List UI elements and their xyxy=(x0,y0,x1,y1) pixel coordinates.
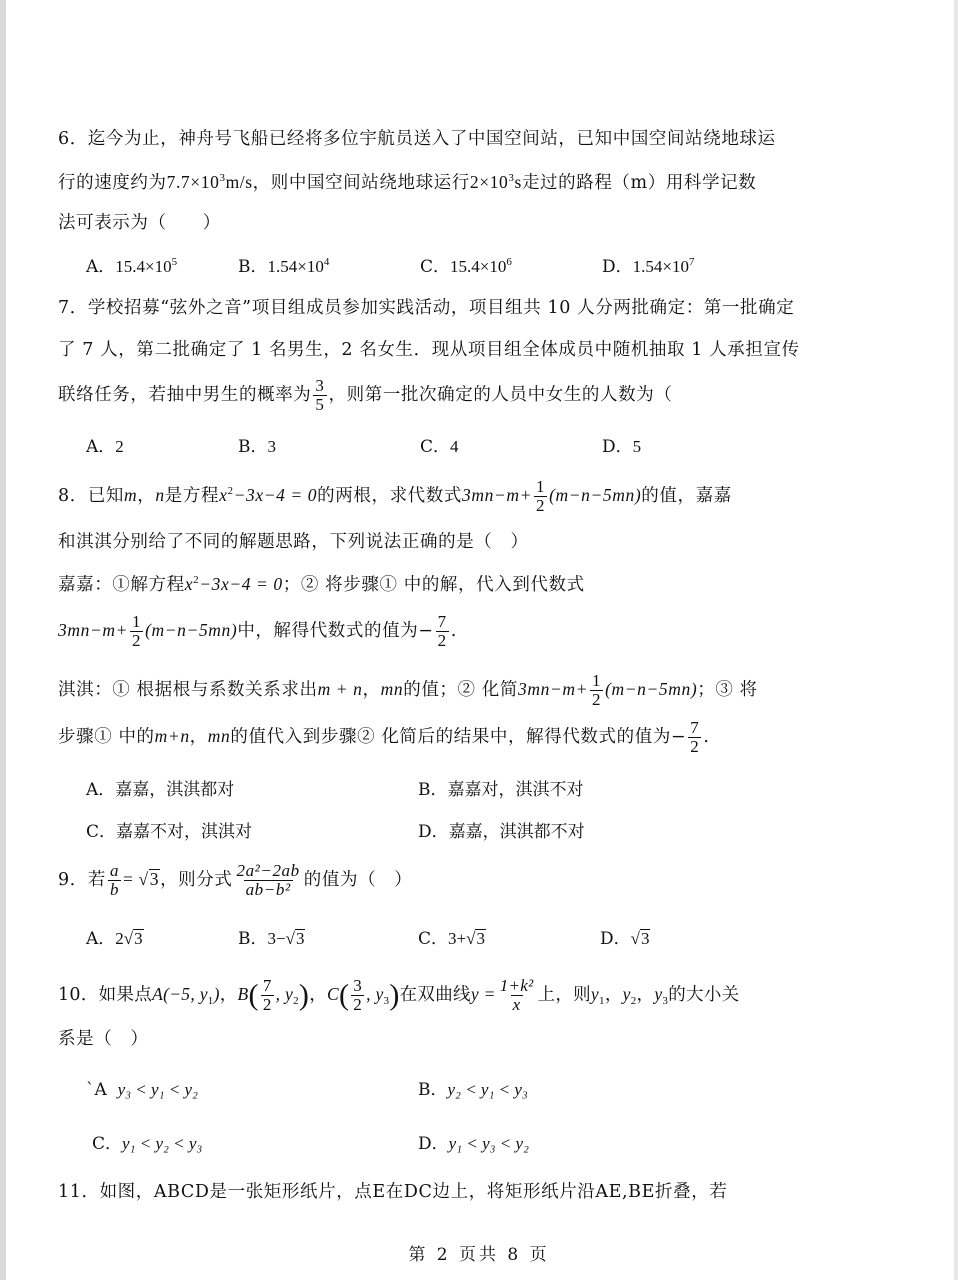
q8-option-c[interactable]: C．嘉嘉不对，淇淇对 xyxy=(86,822,253,842)
q6-line-1: 6．迄今为止，神舟号飞船已经将多位宇航员送入了中国空间站，已知中国空间站绕地球运 xyxy=(58,129,776,149)
scan-edge-left xyxy=(0,0,6,1280)
scan-edge-right xyxy=(954,0,958,1280)
q8-option-d[interactable]: D．嘉嘉，淇淇都不对 xyxy=(418,822,585,842)
q7-option-b[interactable]: B．3 xyxy=(238,437,276,457)
q8-qiqi-half: $\frac{1}{2}$ xyxy=(591,671,602,709)
q11-line-1: 11．如图，ABCD是一张矩形纸片，点E在DC边上，将矩形纸片沿AE,BE折叠，若 xyxy=(58,1182,728,1202)
q8-jiajia-half: $\frac{1}{2}$ xyxy=(132,612,142,650)
q7-option-a[interactable]: A．2 xyxy=(86,437,124,457)
q10-c-x-fraction: $\frac{3}{2}$ xyxy=(353,976,363,1014)
q8-jiajia-line-2: 3mn−m+ $\frac{1}{2}$ (m−n−5mn)中，解得代数式的值为− $\frac{7}{2}$ . xyxy=(58,612,457,650)
q9-option-b[interactable]: B．3−√3 xyxy=(238,929,305,949)
q8-line-1: 8．已知m，n是方程$x^2-3x-4 = 0$的两根，求代数式3mn−m+ $\frac{1}{2}$ (m−n−5mn)的值，嘉嘉 xyxy=(58,477,732,515)
q7-line-3: 联络任务，若抽中男生的概率为 $\frac{3}{5}$ ，则第一批次确定的人员中女生的人数为（ xyxy=(58,376,673,414)
q10-option-c[interactable]: C．y₁ < y₂ < y₃ xyxy=(92,1134,203,1154)
q7-option-c[interactable]: C．4 xyxy=(420,437,459,457)
q10-option-b[interactable]: B．y₂ < y₁ < y₃ xyxy=(418,1080,528,1100)
q8-line-2: 和淇淇分别给了不同的解题思路，下列说法正确的是（ ） xyxy=(58,532,529,552)
q9-a-over-b: $\frac{a}{b}$ xyxy=(109,861,120,899)
q9-expression-fraction: $\frac{\text{2a²−2ab}}{\text{ab−b²}}$ xyxy=(236,861,300,899)
q7-line-1: 7．学校招募“弦外之音”项目组成员参加实践活动，项目组共 10 人分两批确定：第一批确定 xyxy=(58,298,795,318)
q6-option-c[interactable]: C．$15.4\times 10^6$ xyxy=(420,256,512,277)
q10-b-x-fraction: $\frac{7}{2}$ xyxy=(262,976,272,1014)
q8-jiajia-value-fraction: $\frac{7}{2}$ xyxy=(437,612,447,650)
q6-line-3: 法可表示为（ ） xyxy=(58,213,221,233)
q6-line-2: 行的速度约为$7.7\times 10^3m/s$，则中国空间站绕地球运行$2\times 10^3s$走过的路程（m）用科学记数 xyxy=(58,172,757,193)
q7-option-d[interactable]: D．5 xyxy=(602,437,642,457)
q9-option-a[interactable]: A．2√3 xyxy=(86,929,143,949)
q6-option-a[interactable]: A．$15.4\times 10^5$ xyxy=(86,256,178,277)
q10-line-1: 10．如果点A(−5, $y_1$)，B( $\frac{7}{2}$ , $y_2$)，C( $\frac{3}{2}$ , $y_3$)在双曲线y = $\frac{\text{1+k²}}{x}$ 上，则$y_1$，$y_2$，$y_3$的大小关 xyxy=(58,976,740,1014)
page-footer: 第 2 页共 8 页 xyxy=(408,1245,550,1265)
q8-option-a[interactable]: A．嘉嘉，淇淇都对 xyxy=(86,780,235,800)
q10-curve-fraction: $\frac{\text{1+k²}}{x}$ xyxy=(499,976,534,1014)
q8-jiajia-line-1: 嘉嘉：①解方程$x^2-3x-4 = 0$；② 将步骤① 中的解，代入到代数式 xyxy=(58,574,585,595)
q6-option-d[interactable]: D．$1.54\times 10^7$ xyxy=(602,256,695,277)
q6-option-b[interactable]: B．$1.54\times 10^4$ xyxy=(238,256,330,277)
q8-half-fraction: $\frac{1}{2}$ xyxy=(535,477,546,515)
q10-option-d[interactable]: D．y₁ < y₃ < y₂ xyxy=(418,1134,529,1154)
q9-option-c[interactable]: C．3+√3 xyxy=(418,929,485,949)
q7-probability-fraction: $\frac{3}{5}$ xyxy=(315,376,325,414)
q10-line-2: 系是（ ） xyxy=(58,1029,149,1049)
q10-option-a[interactable]: `A y₃ < y₁ < y₂ xyxy=(86,1080,198,1100)
q9-line-1: 9．若 $\frac{a}{b}$ = √3，则分式 $\frac{\text{2a²−2ab}}{\text{ab−b²}}$ 的值为（ ） xyxy=(58,861,413,899)
q8-qiqi-value-fraction: $\frac{7}{2}$ xyxy=(690,718,700,756)
q8-qiqi-line-1: 淇淇：① 根据根与系数关系求出m + n，mn的值；② 化简3mn−m+ $\frac{1}{2}$ (m−n−5mn)；③ 将 xyxy=(58,671,758,709)
q8-option-b[interactable]: B．嘉嘉对，淇淇不对 xyxy=(418,780,584,800)
q8-qiqi-line-2: 步骤① 中的m+n，mn的值代入到步骤② 化简后的结果中，解得代数式的值为− $\frac{7}{2}$ . xyxy=(58,718,710,756)
q7-line-2: 了 7 人，第二批确定了 1 名男生，2 名女生．现从项目组全体成员中随机抽取 1 人承担宣传 xyxy=(58,340,800,360)
q9-option-d[interactable]: D．√3 xyxy=(600,929,650,949)
